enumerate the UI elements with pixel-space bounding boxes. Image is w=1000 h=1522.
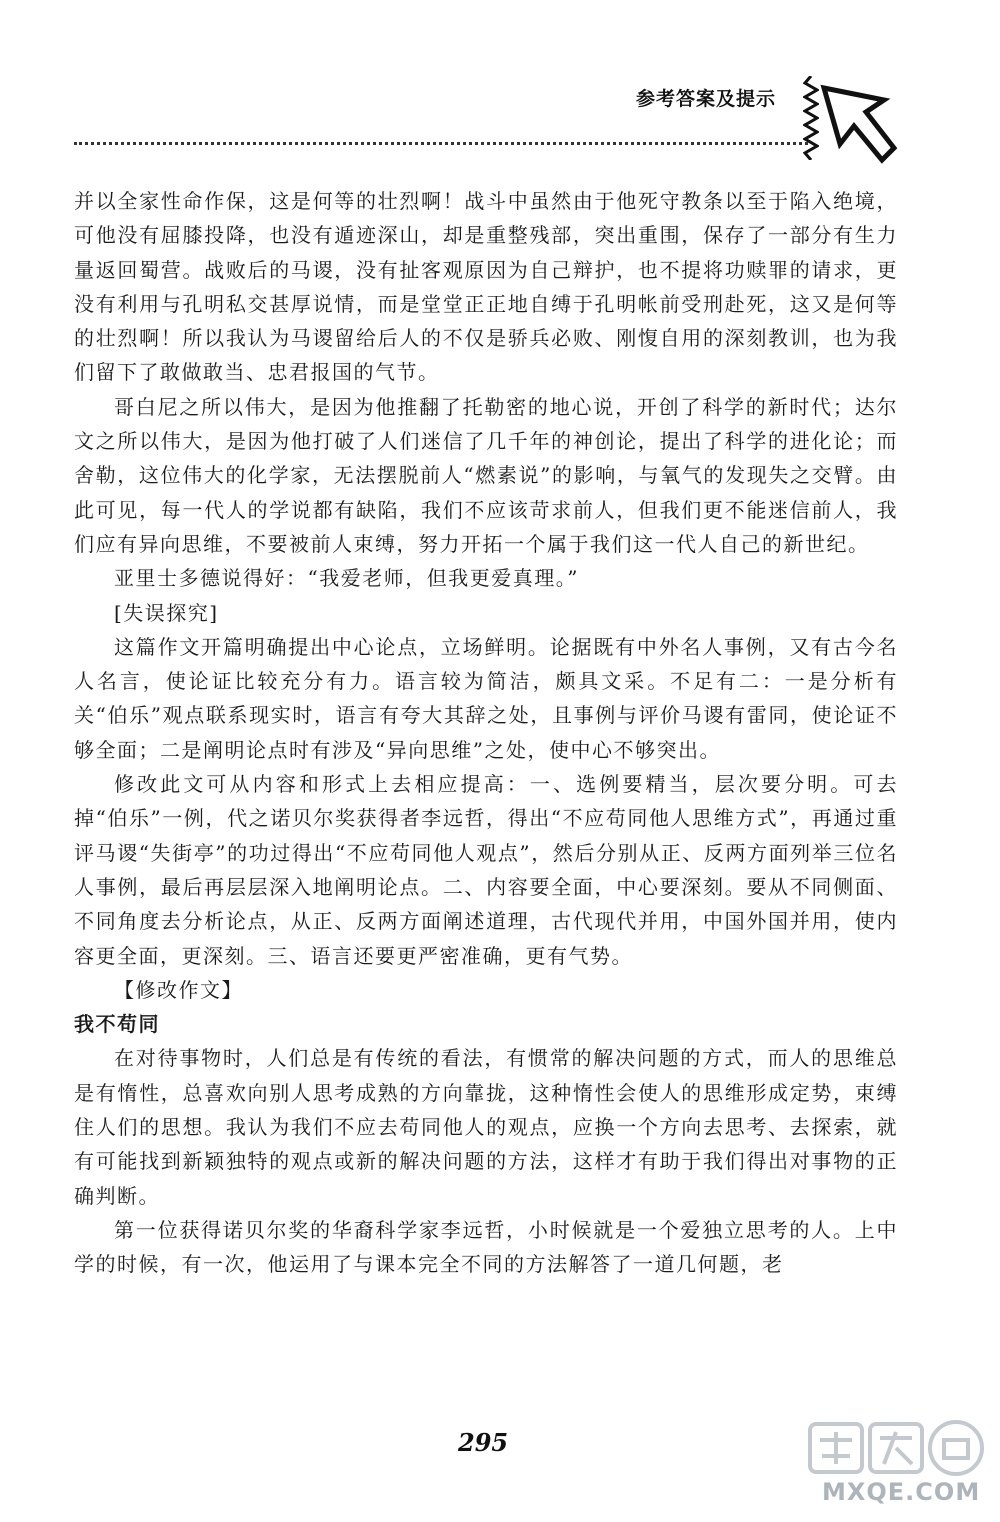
paragraph: 哥白尼之所以伟大，是因为他推翻了托勒密的地心说，开创了科学的新时代；达尔文之所以伟大，是因为他打破了人们迷信了几千年的神创论，提出了科学的进化论；而舍勒，这位伟大的化学家，无法摆脱前人“燃素说”的影响，与氧气的发现失之交臂。由此可见，每一代人的学说都有缺陷，我们不应该苛求前人，但我们更不能迷信前人，我们应有异向思维，不要被前人束缚，努力开拓一个属于我们这一代人自己的新世纪。 [74, 394, 898, 556]
watermark-logo [808, 1418, 988, 1478]
page-body [74, 184, 898, 1282]
section-label-revised: 【修改作文】 [114, 977, 243, 1002]
arrow-icon [818, 82, 898, 170]
watermark-url: MXQE.COM [822, 1478, 981, 1506]
zigzag-decoration [803, 76, 819, 160]
page-header-title: 参考答案及提示 [636, 88, 777, 110]
header-divider [74, 142, 808, 145]
section-label-analysis: [失误探究] [114, 600, 219, 625]
paragraph: 第一位获得诺贝尔奖的华裔科学家李远哲，小时候就是一个爱独立思考的人。上中学的时候，有一次，他运用了与课本完全不同的方法解答了一道几何题，老 [74, 1217, 898, 1277]
essay-title: 我不苟同 [74, 1012, 160, 1037]
paragraph: 在对待事物时，人们总是有传统的看法，有惯常的解决问题的方式，而人的思维总是有惰性，总喜欢向别人思考成熟的方向靠拢，这种惰性会使人的思维形成定势，束缚住人们的思想。我认为我们不应去苟同他人的观点，应换一个方向去思考、去探索，就有可能找到新颖独特的观点或新的解决问题的方法，这样才有助于我们得出对事物的正确判断。 [74, 1046, 898, 1208]
paragraph: 这篇作文开篇明确提出中心论点，立场鲜明。论据既有中外名人事例，又有古今名人名言，使论证比较充分有力。语言较为简洁，颇具文采。不足有二：一是分析有关“伯乐”观点联系现实时，语言有夸大其辞之处，且事例与评价马谡有雷同，使论证不够全面；二是阐明论点时有涉及“异向思维”之处，使中心不够突出。 [74, 634, 898, 762]
page-number: 295 [458, 1428, 509, 1457]
paragraph: 并以全家性命作保，这是何等的壮烈啊！战斗中虽然由于他死守教条以至于陷入绝境，可他没有屈膝投降，也没有遁迹深山，却是重整残部，突出重围，保存了一部分有生力量返回蜀营。战败后的马谡，没有扯客观原因为自己辩护，也不提将功赎罪的请求，更没有利用与孔明私交甚厚说情，而是堂堂正正地自缚于孔明帐前受刑赴死，这又是何等的壮烈啊！所以我认为马谡留给后人的不仅是骄兵必败、刚愎自用的深刻教训，也为我们留下了敢做敢当、忠君报国的气节。 [74, 189, 898, 385]
paragraph: 修改此文可从内容和形式上去相应提高：一、选例要精当，层次要分明。可去掉“伯乐”一例，代之诺贝尔奖获得者李远哲，得出“不应苟同他人思维方式”，再通过重评马谡“失街亭”的功过得出“不应苟同他人观点”，然后分别从正、反两方面列举三位名人事例，最后再层层深入地阐明论点。二、内容要全面，中心要深刻。要从不同侧面、不同角度去分析论点，从正、反两方面阐述道理，古代现代并用，中国外国并用，使内容更全面，更深刻。三、语言还要更严密准确，更有气势。 [74, 772, 898, 968]
quote-paragraph: 亚里士多德说得好：“我爱老师，但我更爱真理。” [114, 566, 579, 591]
